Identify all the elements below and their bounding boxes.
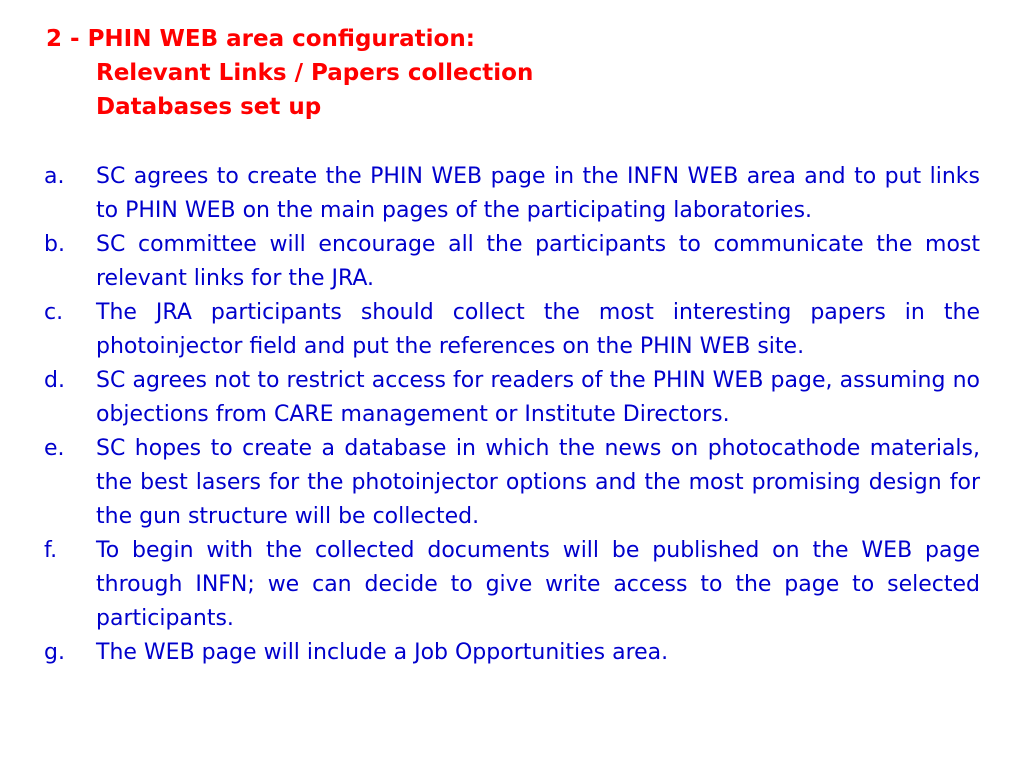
slide-heading [46, 22, 533, 124]
list-item [44, 534, 980, 636]
list-item-marker: d. [44, 368, 65, 393]
list-item [44, 636, 980, 670]
decision-list [44, 160, 980, 670]
list-item-marker: e. [44, 436, 65, 461]
heading-title: 2 - PHIN WEB area configuration: [46, 26, 475, 52]
list-item [44, 364, 980, 432]
list-item-marker: c. [44, 300, 64, 325]
list-item [44, 296, 980, 364]
list-item-text: SC committee will encourage all the participants to communicate the most relevant links for the JRA. [96, 232, 980, 291]
list-item-text: SC agrees not to restrict access for readers of the PHIN WEB page, assuming no objections from CARE management or Institute Directors. [96, 368, 980, 427]
list-item-marker: b. [44, 232, 65, 257]
list-item [44, 228, 980, 296]
list-item-text: SC agrees to create the PHIN WEB page in the INFN WEB area and to put links to PHIN WEB on the main pages of the participating laboratories. [96, 164, 980, 223]
list-item-marker: g. [44, 640, 65, 665]
list-item-text: To begin with the collected documents will be published on the WEB page through INFN; we can decide to give write access to the page to selected participants. [96, 538, 980, 631]
list-item-text: The WEB page will include a Job Opportunities area. [96, 640, 669, 665]
list-item-marker: f. [44, 538, 58, 563]
list-item [44, 432, 980, 534]
list-item-marker: a. [44, 164, 65, 189]
list-item-text: The JRA participants should collect the most interesting papers in the photoinjector field and put the references on the PHIN WEB site. [96, 300, 980, 359]
list-item [44, 160, 980, 228]
heading-subline-links: Relevant Links / Papers collection [96, 60, 534, 86]
list-item-text: SC hopes to create a database in which the news on photocathode materials, the best lasers for the photoinjector options and the most promising design for the gun structure will be collected. [96, 436, 980, 529]
heading-subline-databases: Databases set up [96, 94, 322, 120]
